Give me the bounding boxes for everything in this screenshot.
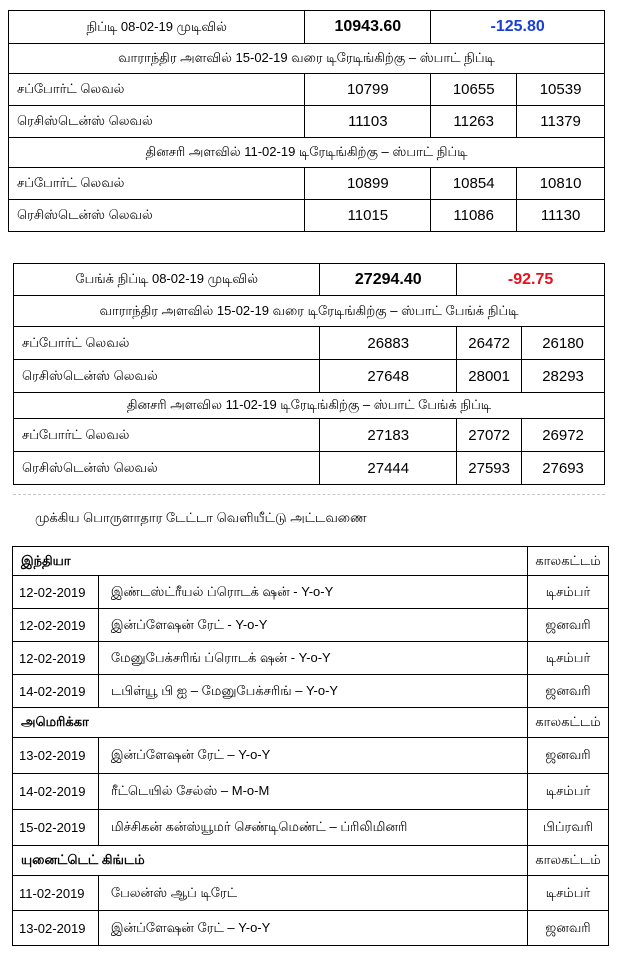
level-value: 27693	[522, 452, 605, 485]
level-value: 11015	[305, 200, 431, 232]
nifty-weekly-title: வாராந்திர அளவில் 15-02-19 வரை டிரேடிங்கிற்கு – ஸ்பாட் நிப்டி	[9, 44, 605, 74]
nifty-close-title: நிப்டி 08-02-19 முடிவில்	[9, 11, 305, 44]
period-header: காலகட்டம்	[528, 547, 609, 576]
nifty-levels-table	[8, 10, 605, 232]
event-period: ஜனவரி	[528, 609, 609, 642]
bank-nifty-weekly-resistance-row	[14, 360, 605, 393]
event-period: பிப்ரவரி	[528, 810, 609, 846]
table-row	[13, 576, 609, 609]
row-label: ரெசிஸ்டென்ஸ் லெவல்	[14, 452, 320, 485]
country-name: இந்தியா	[13, 547, 528, 576]
event-period: ஜனவரி	[528, 738, 609, 774]
release-date: 12-02-2019	[13, 609, 99, 642]
bank-nifty-daily-support-row	[14, 419, 605, 452]
level-value: 10655	[431, 74, 517, 106]
level-value: 27183	[320, 419, 457, 452]
table-row	[13, 738, 609, 774]
bank-nifty-close-row	[14, 264, 605, 296]
bank-nifty-levels-table	[13, 263, 605, 485]
section-header-usa	[13, 708, 609, 738]
event-period: டிசம்பர்	[528, 576, 609, 609]
bank-nifty-change-value: -92.75	[457, 264, 605, 296]
level-value: 11103	[305, 106, 431, 138]
level-value: 26883	[320, 327, 457, 360]
level-value: 26180	[522, 327, 605, 360]
table-row	[13, 810, 609, 846]
event-period: டிசம்பர்	[528, 774, 609, 810]
level-value: 11263	[431, 106, 517, 138]
level-value: 10854	[431, 168, 517, 200]
level-value: 10810	[517, 168, 605, 200]
row-label: சப்போர்ட் லெவல்	[9, 168, 305, 200]
release-date: 12-02-2019	[13, 642, 99, 675]
nifty-close-value: 10943.60	[305, 11, 431, 44]
release-date: 12-02-2019	[13, 576, 99, 609]
country-name: அமெரிக்கா	[13, 708, 528, 738]
bank-nifty-daily-title: தினசரி அளவில 11-02-19 டிரேடிங்கிற்கு – ஸ்பாட் பேங்க் நிப்டி	[14, 393, 605, 419]
level-value: 27593	[457, 452, 522, 485]
bank-nifty-close-title: பேங்க் நிப்டி 08-02-19 முடிவில்	[14, 264, 320, 296]
table-row	[13, 609, 609, 642]
nifty-weekly-resistance-row	[9, 106, 605, 138]
bank-nifty-daily-resistance-row	[14, 452, 605, 485]
event-name: இண்டஸ்ட்ரீயல் ப்ரொடக் ஷன் - Y-o-Y	[98, 576, 527, 609]
event-name: இன்ப்ளேஷன் ரேட் – Y-o-Y	[98, 738, 527, 774]
level-value: 10539	[517, 74, 605, 106]
row-label: சப்போர்ட் லெவல்	[14, 419, 320, 452]
level-value: 26972	[522, 419, 605, 452]
bank-nifty-weekly-support-row	[14, 327, 605, 360]
level-value: 27648	[320, 360, 457, 393]
table-row	[13, 911, 609, 946]
release-date: 14-02-2019	[13, 774, 99, 810]
level-value: 10899	[305, 168, 431, 200]
level-value: 11130	[517, 200, 605, 232]
release-date: 13-02-2019	[13, 738, 99, 774]
bank-nifty-weekly-title: வாராந்திர அளவில் 15-02-19 வரை டிரேடிங்கிற்கு – ஸ்பாட் பேங்க் நிப்டி	[14, 296, 605, 327]
release-date: 14-02-2019	[13, 675, 99, 708]
level-value: 27444	[320, 452, 457, 485]
event-period: டிசம்பர்	[528, 876, 609, 911]
event-period: டிசம்பர்	[528, 642, 609, 675]
row-label: ரெசிஸ்டென்ஸ் லெவல்	[14, 360, 320, 393]
level-value: 10799	[305, 74, 431, 106]
level-value: 28001	[457, 360, 522, 393]
table-row	[13, 675, 609, 708]
bank-nifty-close-value: 27294.40	[320, 264, 457, 296]
level-value: 27072	[457, 419, 522, 452]
section-divider	[13, 494, 605, 495]
level-value: 11086	[431, 200, 517, 232]
event-period: ஜனவரி	[528, 911, 609, 946]
economic-calendar-table	[12, 546, 609, 946]
event-name: மிச்சிகன் கன்ஸ்யூமர் செண்டிமெண்ட் – ப்ரிலிமினரி	[98, 810, 527, 846]
event-name: இன்ப்ளேஷன் ரேட் - Y-o-Y	[98, 609, 527, 642]
nifty-change-value: -125.80	[431, 11, 605, 44]
event-name: டபிள்யூ பி ஐ – மேனுபேக்சரிங் – Y-o-Y	[98, 675, 527, 708]
level-value: 26472	[457, 327, 522, 360]
table-row	[13, 774, 609, 810]
nifty-daily-resistance-row	[9, 200, 605, 232]
section-header-uk	[13, 846, 609, 876]
row-label: சப்போர்ட் லெவல்	[14, 327, 320, 360]
release-date: 11-02-2019	[13, 876, 99, 911]
event-name: மேனுபேக்சரிங் ப்ரொடக் ஷன் - Y-o-Y	[98, 642, 527, 675]
country-name: யுனைட்டெட் கிங்டம்	[13, 846, 528, 876]
event-period: ஜனவரி	[528, 675, 609, 708]
table-row	[13, 876, 609, 911]
section-header-india	[13, 547, 609, 576]
period-header: காலகட்டம்	[528, 846, 609, 876]
nifty-close-row	[9, 11, 605, 44]
event-name: ரீட்டெயில் சேல்ஸ் – M-o-M	[98, 774, 527, 810]
calendar-heading: முக்கிய பொருளாதார டேட்டா வெளியீட்டு அட்டவணை	[35, 510, 367, 525]
row-label: ரெசிஸ்டென்ஸ் லெவல்	[9, 106, 305, 138]
table-row	[13, 642, 609, 675]
release-date: 13-02-2019	[13, 911, 99, 946]
event-name: இன்ப்ளேஷன் ரேட் – Y-o-Y	[98, 911, 527, 946]
period-header: காலகட்டம்	[528, 708, 609, 738]
row-label: சப்போர்ட் லெவல்	[9, 74, 305, 106]
nifty-daily-support-row	[9, 168, 605, 200]
nifty-daily-title: தினசரி அளவில் 11-02-19 டிரேடிங்கிற்கு – ஸ்பாட் நிப்டி	[9, 138, 605, 168]
nifty-weekly-support-row	[9, 74, 605, 106]
row-label: ரெசிஸ்டென்ஸ் லெவல்	[9, 200, 305, 232]
level-value: 11379	[517, 106, 605, 138]
level-value: 28293	[522, 360, 605, 393]
event-name: பேலன்ஸ் ஆப் டிரேட்	[98, 876, 527, 911]
release-date: 15-02-2019	[13, 810, 99, 846]
